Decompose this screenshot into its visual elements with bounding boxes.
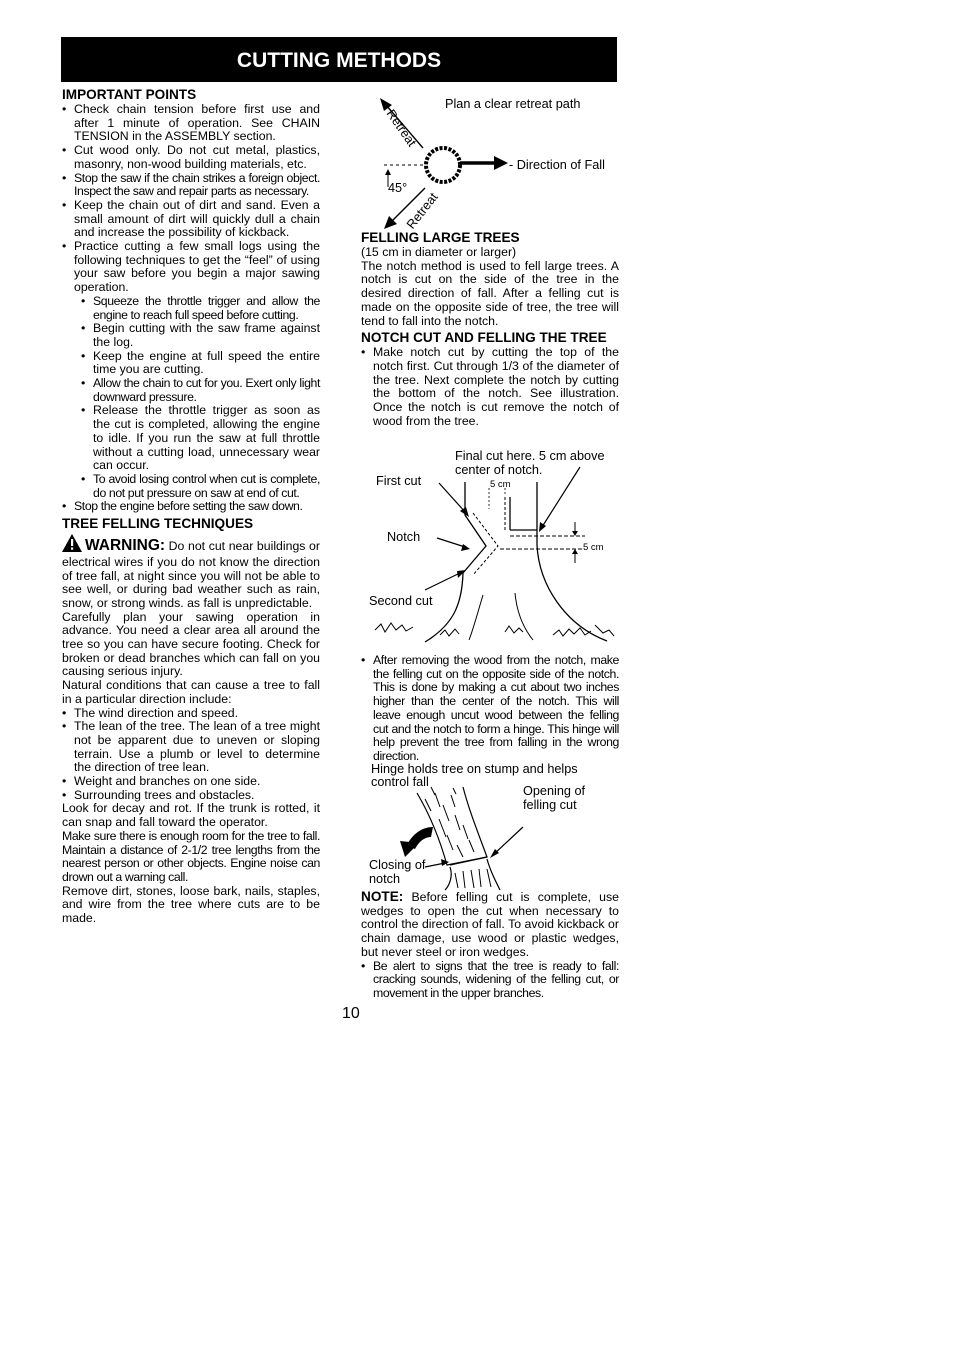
first-cut-label: First cut: [376, 474, 422, 488]
important-points-list: [62, 103, 320, 295]
note-label: NOTE:: [361, 889, 404, 904]
page-title: CUTTING METHODS: [61, 37, 617, 82]
list-item: • To avoid losing control when cut is complete, do not put pressure on saw at end of cut.: [81, 473, 320, 500]
important-points-heading: IMPORTANT POINTS: [62, 87, 197, 102]
list-item: • Allow the chain to cut for you. Exert only light downward pressure.: [81, 377, 320, 404]
right-column: [361, 230, 619, 428]
notch-label: Notch: [387, 530, 421, 544]
paragraph: Remove dirt, stones, loose bark, nails, staples, and wire from the tree where cuts are to be made.: [62, 883, 320, 926]
list-item: • The lean of the tree. The lean of a tree might not be apparent due to uneven or sloping terrain. Use a plumb or level to determine the direction of tree lean.: [62, 720, 320, 775]
list-item: • The wind direction and speed.: [62, 707, 320, 721]
list-item: • Be alert to signs that the tree is ready to fall: cracking sounds, widening of the felling cut, or movement in the upper branches.: [361, 960, 619, 1001]
list-item: • Surrounding trees and obstacles.: [62, 789, 320, 803]
final-cut-label: Final cut here. 5 cm above center of notch.: [455, 449, 605, 477]
list-item: • Keep the chain out of dirt and sand. Even a small amount of dirt will quickly dull a chain and increase the possibility of kickback.: [62, 199, 320, 240]
page-number: 10: [342, 1005, 360, 1022]
plan-retreat-label: Plan a clear retreat path: [445, 97, 581, 111]
retreat-label-bottom: Retreat: [404, 190, 441, 232]
list-item: • Keep the engine at full speed the entire time you are cutting.: [81, 350, 320, 377]
list-item: • Squeeze the throttle trigger and allow the engine to reach full speed before cutting.: [81, 295, 320, 322]
notch-cut-heading: NOTCH CUT AND FELLING THE TREE: [361, 330, 607, 346]
list-item: • Weight and branches on one side.: [62, 775, 320, 789]
retreat-label-top: Retreat: [383, 107, 419, 150]
felling-cut-list: [361, 654, 619, 764]
closing-label: Closing of notch: [369, 858, 426, 886]
notch-list: [361, 346, 619, 428]
angle-label: 45°: [388, 181, 408, 195]
felling-large-subheading: (15 cm in diameter or larger): [361, 245, 517, 259]
list-item: • Check chain tension before first use and after 1 minute of operation. See CHAIN TENSION in the ASSEMBLY section.: [62, 103, 320, 144]
opening-label: Opening of felling cut: [523, 784, 586, 812]
paragraph: Make sure there is enough room for the tree to fall. Maintain a distance of 2-1/2 tree lengths from the nearest person or other objects. Engine noise can drown out a warning call.: [62, 828, 320, 884]
paragraph: Natural conditions that can cause a tree to fall in a particular direction include:: [62, 678, 320, 706]
list-item: • Begin cutting with the saw frame against the log.: [81, 322, 320, 349]
five-cm-top-label: 5 cm: [490, 479, 511, 490]
list-item: • Practice cutting a few small logs using the following techniques to get the “feel” of using your saw before you begin a major sawing operation.: [62, 240, 320, 295]
five-cm-right-label: 5 cm: [583, 542, 604, 553]
warning-triangle-icon: [62, 534, 82, 556]
felling-cut-block: [361, 654, 619, 764]
list-item: • Stop the engine before setting the saw down.: [62, 500, 320, 514]
important-points-last: [62, 500, 320, 514]
hinge-diagram: [395, 785, 525, 895]
note-paragraph: [361, 890, 619, 960]
tree-felling-heading: TREE FELLING TECHNIQUES: [62, 516, 254, 532]
conditions-list: [62, 707, 320, 803]
felling-large-heading: FELLING LARGE TREES: [361, 230, 520, 245]
list-item: • Make notch cut by cutting the top of the notch first. Cut through 1/3 of the diameter of the tree. Next complete the notch by cutting the bottom of the notch. See illustration. Once the notch is cut remove the notch of wood from the tree.: [361, 346, 619, 428]
second-cut-label: Second cut: [369, 594, 433, 608]
warning-text: Do not cut near buildings or electrical wires if you do not know the direction of tree fall, at night since you will not be able to see well, or during bad weather such as rain, snow, or strong winds. as fall is unpredictable.: [62, 539, 320, 610]
left-column: [62, 87, 320, 926]
list-item: • Cut wood only. Do not cut metal, plastics, masonry, non-wood building materials, etc.: [62, 144, 320, 171]
list-item: • Release the throttle trigger as soon as the cut is completed, allowing the engine to idle. If you run the saw at full throttle without a cutting load, unnecessary wear can occur.: [81, 404, 320, 473]
paragraph: Carefully plan your sawing operation in advance. You need a clear area all around the tree so you can have secure footing. Check for broken or dead branches which can fall on you causing serious injury.: [62, 609, 320, 679]
hinge-label: Hinge holds tree on stump and helps control fall: [371, 762, 578, 789]
note-list: [361, 960, 619, 1001]
warning-paragraph: [62, 534, 320, 611]
note-block: [361, 890, 619, 1001]
warning-label: WARNING:: [85, 537, 166, 555]
note-text: Before felling cut is complete, use wedges to open the cut when necessary to control the direction of fall. To avoid kickback or chain damage, use wood or plastic wedges, but never steel or iron wedges.: [361, 890, 619, 959]
paragraph: The notch method is used to fell large trees. A notch is cut on the side of the tree in the desired direction of fall. After a felling cut is made on the opposite side of tree, the tree will tend to fall into the notch.: [361, 258, 619, 328]
direction-of-fall-label: - Direction of Fall: [509, 158, 605, 172]
practice-sub-list: [62, 295, 320, 501]
list-item: • After removing the wood from the notch, make the felling cut on the opposite side of the notch. This is done by making a cut about two inches higher than the center of the notch. This will leave enough uncut wood between the felling cut and the notch to form a hinge. This hinge will help prevent the tree from falling in the wrong direction.: [361, 654, 619, 764]
list-item: • Stop the saw if the chain strikes a foreign object. Inspect the saw and repair parts as necessary.: [62, 172, 320, 199]
paragraph: Look for decay and rot. If the trunk is rotted, it can snap and fall toward the operator.: [62, 801, 320, 830]
